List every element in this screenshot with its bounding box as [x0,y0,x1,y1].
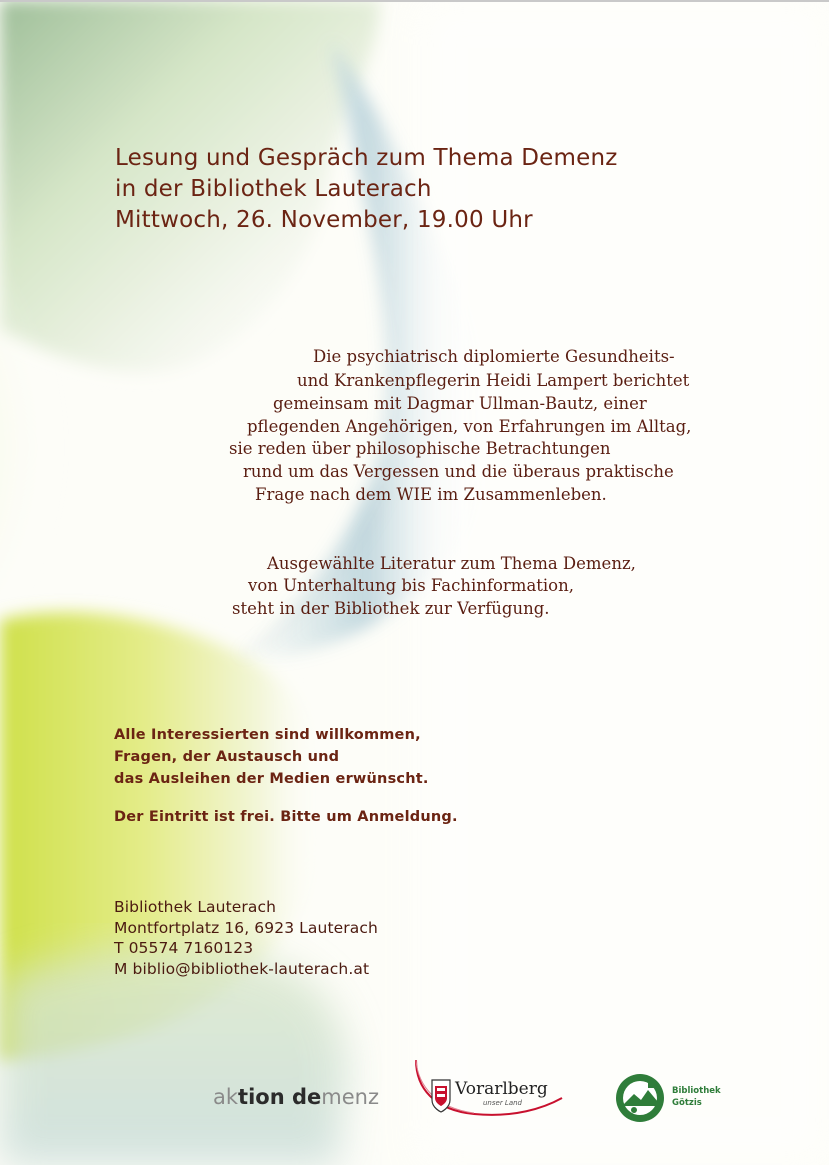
contact-email[interactable]: M biblio@bibliothek-lauterach.at [114,959,370,978]
literature-line-1: Ausgewählte Literatur zum Thema Demenz, [267,554,636,573]
aktion-demenz-logo-part: me [321,1085,355,1109]
top-border [0,0,829,2]
goetzis-library-name [672,1085,721,1109]
description-line-6: rund um das Vergessen und die überaus praktische [243,462,674,481]
invitation-text [114,724,429,790]
goetzis-line-1: Bibliothek [672,1086,721,1096]
description-line-3: gemeinsam mit Dagmar Ullman-Bautz, einer [273,394,647,413]
aktion-demenz-logo-part: tion [238,1085,292,1109]
aktion-demenz-logo-part: de [291,1085,322,1109]
vorarlberg-name: Vorarlberg [455,1079,548,1099]
invitation-line-3: das Ausleihen der Medien erwünscht. [114,771,429,787]
invitation-line-1: Alle Interessierten sind willkommen, [114,727,421,743]
description-line-7: Frage nach dem WIE im Zusammenleben. [255,485,607,504]
contact-library-name: Bibliothek Lauterach [114,898,277,916]
aktion-demenz-logo-part: nz [354,1085,379,1109]
headline-line-2: in der Bibliothek Lauterach [115,176,432,202]
goetzis-line-2: Götzis [672,1098,702,1108]
coat-of-arms-icon [432,1080,450,1112]
contact-address: Montfortplatz 16, 6923 Lauterach [114,918,378,937]
aktion-demenz-logo-part: ak [213,1085,239,1109]
description-line-5: sie reden über philosophische Betrachtungen [229,439,611,458]
headline-line-3: Mittwoch, 26. November, 19.00 Uhr [115,207,533,233]
entry-note: Der Eintritt ist frei. Bitte um Anmeldung. [114,809,458,825]
aktion-demenz-logo [213,1085,379,1109]
invitation-line-2: Fragen, der Austausch und [114,749,340,765]
contact-block [114,897,378,979]
vorarlberg-tagline: unser Land [483,1099,522,1107]
literature-line-3: steht in der Bibliothek zur Verfügung. [232,599,550,618]
description-line-4: pflegenden Angehörigen, von Erfahrungen im Alltag, [247,417,692,436]
goetzis-library-logo [614,1072,666,1124]
description-line-2: und Krankenpflegerin Heidi Lampert berichtet [297,371,690,390]
literature-line-2: von Unterhaltung bis Fachinformation, [248,576,574,595]
event-headline [115,143,618,236]
contact-phone: T 05574 7160123 [114,939,254,957]
description-line-1: Die psychiatrisch diplomierte Gesundheits- [313,347,675,366]
headline-line-1: Lesung und Gespräch zum Thema Demenz [115,145,618,171]
